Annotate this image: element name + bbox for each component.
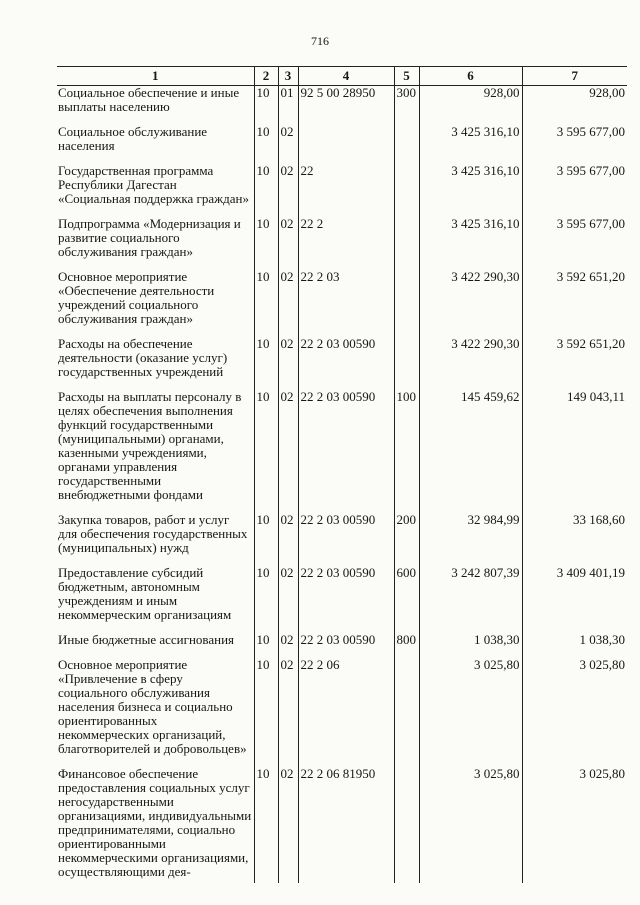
table-row [57, 164, 627, 217]
amount-year-1: 3 025,80 [419, 767, 522, 883]
column-header-6: 6 [419, 67, 522, 86]
target-article-code [298, 125, 394, 164]
target-article-code: 22 2 03 [298, 270, 394, 337]
target-article-code: 92 5 00 28950 [298, 86, 394, 126]
expense-name: Иные бюджетные ассигнования [58, 632, 235, 647]
amount-year-1: 145 459,62 [419, 390, 522, 513]
expense-name: Предоставление субсидий бюджетным, автономным учреждениям и иным некоммерческим организациям [58, 565, 232, 622]
expense-type-code: 800 [394, 633, 419, 658]
table-row [57, 513, 627, 566]
column-header-1: 1 [57, 67, 254, 86]
amount-year-1: 1 038,30 [419, 633, 522, 658]
amount-year-2: 928,00 [522, 86, 627, 126]
amount-year-1: 3 422 290,30 [419, 270, 522, 337]
table-row [57, 86, 627, 126]
amount-year-2: 3 595 677,00 [522, 217, 627, 270]
expense-name: Закупка товаров, работ и услуг для обеспечения государственных (муниципальных) нужд [58, 512, 248, 555]
expense-name: Социальное обслуживание населения [58, 124, 208, 153]
budget-table [57, 66, 627, 883]
expense-name: Государственная программа Республики Дагестан «Социальная поддержка граждан» [58, 163, 249, 206]
table-row [57, 767, 627, 883]
expense-name: Социальное обеспечение и иные выплаты населению [58, 85, 240, 114]
expense-name: Расходы на обеспечение деятельности (оказание услуг) государственных учреждений [58, 336, 228, 379]
amount-year-2: 3 595 677,00 [522, 164, 627, 217]
amount-year-2: 3 592 651,20 [522, 337, 627, 390]
table-row [57, 566, 627, 633]
column-header-7: 7 [522, 67, 627, 86]
subsection-code: 01 [278, 86, 298, 126]
expense-name: Основное мероприятие «Привлечение в сферу социального обслуживания населения бизнеса и социально ориентированных некоммерческих организаций, благотворителей и добровольцев» [58, 657, 247, 756]
section-code: 10 [254, 86, 278, 126]
target-article-code: 22 2 03 00590 [298, 390, 394, 513]
subsection-code: 02 [278, 125, 298, 164]
subsection-code: 02 [278, 337, 298, 390]
target-article-code: 22 2 03 00590 [298, 633, 394, 658]
header-row [57, 67, 627, 86]
section-code: 10 [254, 767, 278, 883]
amount-year-2: 3 025,80 [522, 658, 627, 767]
section-code: 10 [254, 566, 278, 633]
section-code: 10 [254, 217, 278, 270]
expense-type-code [394, 164, 419, 217]
expense-name: Основное мероприятие «Обеспечение деятельности учреждений социального обслуживания граждан» [58, 269, 215, 326]
expense-type-code [394, 125, 419, 164]
amount-year-2: 3 595 677,00 [522, 125, 627, 164]
expense-name: Финансовое обеспечение предоставления социальных услуг негосударственными организациями, индивидуальными предпринимателями, социально ориентированными некоммерческими организациями, осуществляющими дея- [58, 766, 252, 879]
target-article-code: 22 2 03 00590 [298, 566, 394, 633]
section-code: 10 [254, 125, 278, 164]
expense-type-code [394, 767, 419, 883]
table-row [57, 633, 627, 658]
amount-year-1: 3 025,80 [419, 658, 522, 767]
amount-year-1: 32 984,99 [419, 513, 522, 566]
page-number: 716 [311, 34, 329, 48]
expense-name: Подпрограмма «Модернизация и развитие социального обслуживания граждан» [58, 216, 241, 259]
amount-year-2: 149 043,11 [522, 390, 627, 513]
amount-year-1: 928,00 [419, 86, 522, 126]
section-code: 10 [254, 270, 278, 337]
target-article-code: 22 2 [298, 217, 394, 270]
expense-type-code: 300 [394, 86, 419, 126]
column-header-2: 2 [254, 67, 278, 86]
amount-year-2: 3 409 401,19 [522, 566, 627, 633]
amount-year-1: 3 425 316,10 [419, 164, 522, 217]
expense-name: Расходы на выплаты персоналу в целях обеспечения выполнения функций государственными (муниципальными) органами, казенными учреждениями, органами управления государственными внебюджетными фондами [58, 389, 242, 502]
target-article-code: 22 2 06 [298, 658, 394, 767]
table-row [57, 125, 627, 164]
table-row [57, 337, 627, 390]
column-header-5: 5 [394, 67, 419, 86]
amount-year-1: 3 422 290,30 [419, 337, 522, 390]
subsection-code: 02 [278, 217, 298, 270]
table-body [57, 86, 627, 884]
expense-type-code [394, 658, 419, 767]
expense-type-code [394, 217, 419, 270]
subsection-code: 02 [278, 513, 298, 566]
section-code: 10 [254, 164, 278, 217]
expense-type-code [394, 337, 419, 390]
amount-year-2: 3 592 651,20 [522, 270, 627, 337]
subsection-code: 02 [278, 390, 298, 513]
subsection-code: 02 [278, 658, 298, 767]
column-header-3: 3 [278, 67, 298, 86]
amount-year-2: 1 038,30 [522, 633, 627, 658]
amount-year-1: 3 425 316,10 [419, 125, 522, 164]
target-article-code: 22 2 03 00590 [298, 337, 394, 390]
amount-year-2: 33 168,60 [522, 513, 627, 566]
expense-type-code: 600 [394, 566, 419, 633]
section-code: 10 [254, 390, 278, 513]
section-code: 10 [254, 633, 278, 658]
target-article-code: 22 2 03 00590 [298, 513, 394, 566]
section-code: 10 [254, 513, 278, 566]
section-code: 10 [254, 658, 278, 767]
amount-year-1: 3 242 807,39 [419, 566, 522, 633]
table-row [57, 270, 627, 337]
section-code: 10 [254, 337, 278, 390]
subsection-code: 02 [278, 566, 298, 633]
table-row [57, 658, 627, 767]
column-header-4: 4 [298, 67, 394, 86]
table-row [57, 390, 627, 513]
target-article-code: 22 2 06 81950 [298, 767, 394, 883]
amount-year-1: 3 425 316,10 [419, 217, 522, 270]
amount-year-2: 3 025,80 [522, 767, 627, 883]
table-row [57, 217, 627, 270]
subsection-code: 02 [278, 633, 298, 658]
subsection-code: 02 [278, 767, 298, 883]
subsection-code: 02 [278, 270, 298, 337]
expense-type-code [394, 270, 419, 337]
target-article-code: 22 [298, 164, 394, 217]
expense-type-code: 200 [394, 513, 419, 566]
subsection-code: 02 [278, 164, 298, 217]
expense-type-code: 100 [394, 390, 419, 513]
